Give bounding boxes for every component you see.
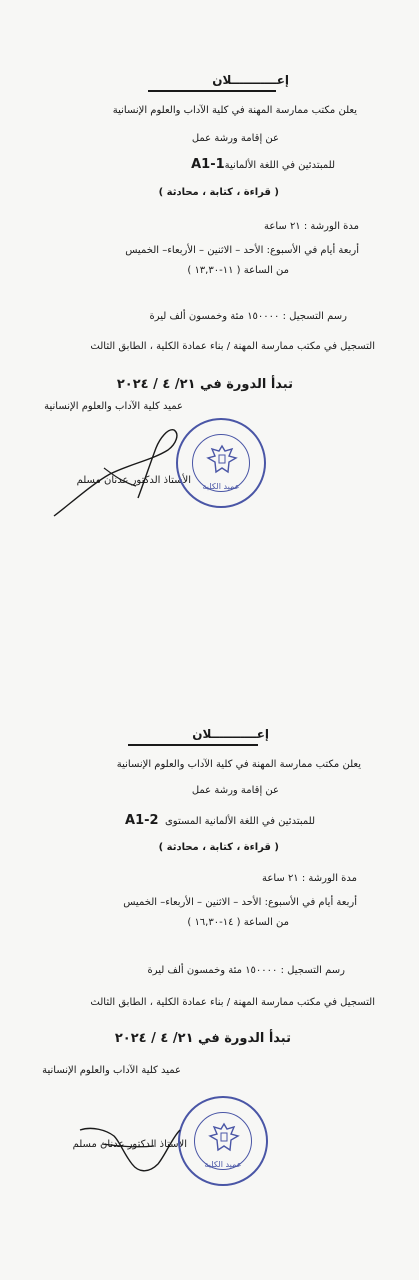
workshop-duration: مدة الورشة : ٢١ ساعة <box>264 221 359 232</box>
title-underline <box>128 744 258 746</box>
start-date: تبدأ الدورة في ٢١/ ٤ / ٢٠٢٤ <box>116 377 293 392</box>
dean-name: الأستاذ الدكتور عدنان مسلم <box>72 1139 187 1150</box>
registration-fee: رسم التسجيل : ١٥٠٠٠٠ مئة وخمسون ألف ليرة <box>147 965 345 976</box>
dean-title: عميد كلية الآداب والعلوم الإنسانية <box>42 1065 181 1076</box>
announcement-line2: عن إقامة ورشة عمل <box>191 133 279 144</box>
course-level: A1-1 <box>191 157 225 172</box>
workshop-time: من الساعة ( ١١-١٣,٣٠ ) <box>187 265 289 276</box>
announcement-1 <box>0 0 419 560</box>
announcement-line2: عن إقامة ورشة عمل <box>191 785 279 796</box>
course-level: A1-2 <box>125 813 159 828</box>
seal-label: عميد الكلية <box>204 1160 242 1169</box>
seal-label: عميد الكلية <box>202 482 240 491</box>
announcement-line1: يعلن مكتب ممارسة المهنة في كلية الآداب والعلوم الإنسانية <box>116 759 361 770</box>
announcement-line1: يعلن مكتب ممارسة المهنة في كلية الآداب والعلوم الإنسانية <box>112 105 357 116</box>
registration-location: التسجيل في مكتب ممارسة المهنة / بناء عمادة الكلية ، الطابق الثالث <box>90 341 375 352</box>
dean-name: الأستاذ الدكتور عدنان مسلم <box>76 475 191 486</box>
workshop-days: أربعة أيام في الأسبوع: الأحد – الاثنين – الأربعاء– الخميس <box>125 245 359 256</box>
announcement-line3 <box>125 814 315 827</box>
title-underline <box>148 90 276 92</box>
announcement-2 <box>0 640 419 1200</box>
course-skills: ( قراءة ، كتابة ، محادثة ) <box>158 842 279 853</box>
announcement-title: إعـــــــــــلان <box>192 727 269 741</box>
handwritten-signature <box>62 1090 212 1185</box>
registration-location: التسجيل في مكتب ممارسة المهنة / بناء عمادة الكلية ، الطابق الثالث <box>90 997 375 1008</box>
announcement-title: إعـــــــــــلان <box>212 73 289 87</box>
workshop-days: أربعة أيام في الأسبوع: الأحد – الاثنين – الأربعاء– الخميس <box>123 897 357 908</box>
workshop-time: من الساعة ( ١٤-١٦,٣٠ ) <box>187 917 289 928</box>
dean-title: عميد كلية الآداب والعلوم الإنسانية <box>44 401 183 412</box>
handwritten-signature <box>40 424 200 524</box>
course-audience: للمبتدئين في اللغة الألمانية المستوى <box>164 816 315 827</box>
course-skills: ( قراءة ، كتابة ، محادثة ) <box>158 187 279 198</box>
announcement-line3 <box>191 158 335 171</box>
start-date: تبدأ الدورة في ٢١/ ٤ / ٢٠٢٤ <box>114 1031 291 1046</box>
registration-fee: رسم التسجيل : ١٥٠٠٠٠ مئة وخمسون ألف ليرة <box>149 311 347 322</box>
eagle-emblem-icon <box>204 442 240 478</box>
course-audience: للمبتدئين في اللغة الألمانية <box>224 160 335 171</box>
workshop-duration: مدة الورشة : ٢١ ساعة <box>262 873 357 884</box>
